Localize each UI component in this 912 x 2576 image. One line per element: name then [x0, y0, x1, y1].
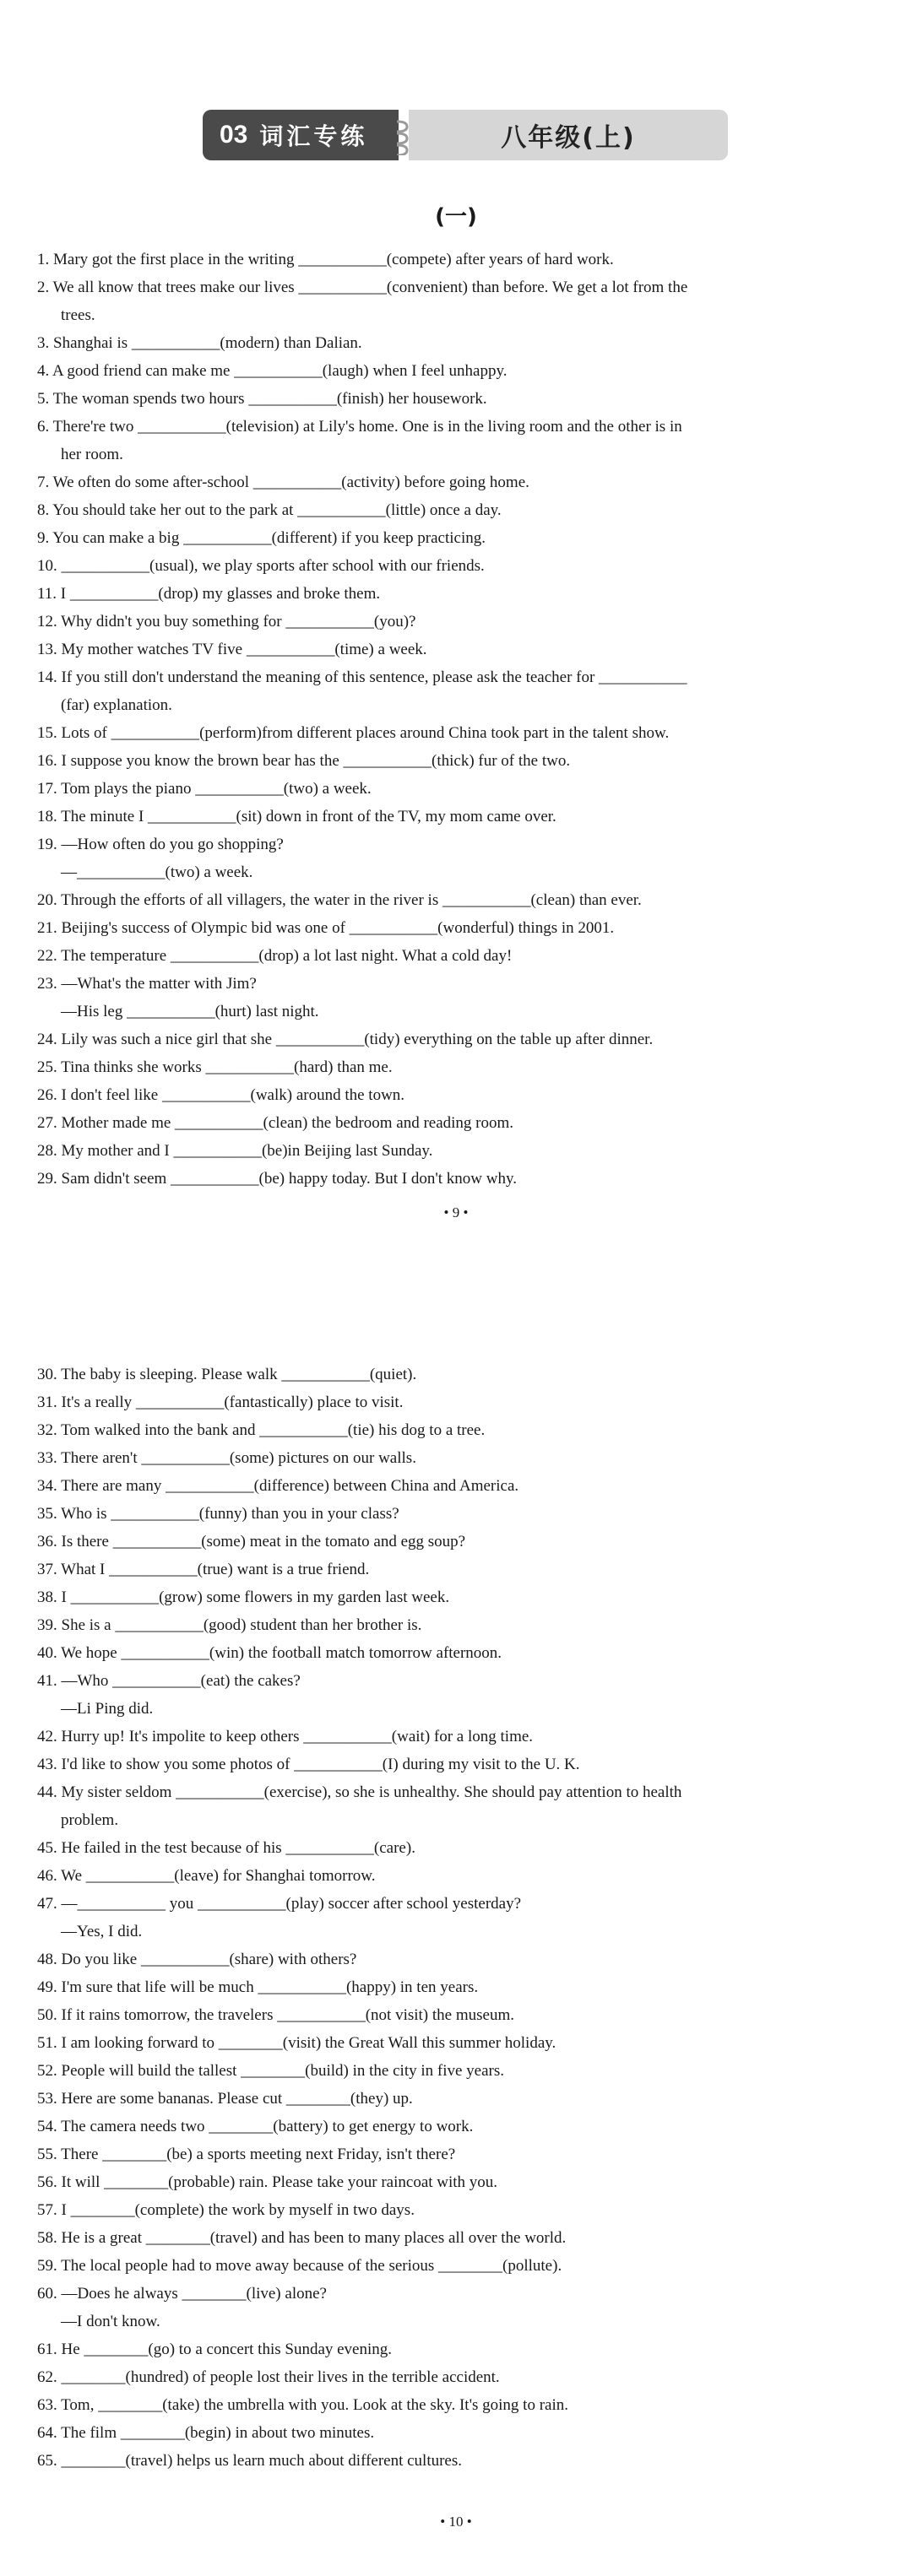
- exercise-item: 54. The camera needs two ________(battery) to get energy to work.: [37, 2118, 474, 2135]
- exercise-item: 53. Here are some bananas. Please cut ________(they) up.: [37, 2090, 413, 2108]
- exercise-item: 10. ___________(usual), we play sports after school with our friends.: [37, 557, 485, 575]
- exercise-item: 7. We often do some after-school ___________(activity) before going home.: [37, 474, 529, 491]
- dialogue-reply: —I don't know.: [61, 2313, 160, 2330]
- exercise-item: 22. The temperature ___________(drop) a lot last night. What a cold day!: [37, 947, 513, 965]
- page-number: • 9 •: [443, 1204, 469, 1220]
- exercise-item: 16. I suppose you know the brown bear has the ___________(thick) fur of the two.: [37, 752, 571, 770]
- exercise-item: 63. Tom, ________(take) the umbrella with you. Look at the sky. It's going to rain.: [37, 2396, 568, 2414]
- dialogue-reply: —___________(two) a week.: [61, 863, 253, 881]
- exercise-item: 56. It will ________(probable) rain. Please take your raincoat with you.: [37, 2173, 498, 2191]
- exercise-item: 6. There're two ___________(television) at Lily's home. One is in the living room and the other is in: [37, 418, 682, 436]
- exercise-item: 31. It's a really ___________(fantastically) place to visit.: [37, 1394, 404, 1411]
- dialogue-reply: —His leg ___________(hurt) last night.: [61, 1003, 319, 1020]
- exercise-item: 62. ________(hundred) of people lost their lives in the terrible accident.: [37, 2368, 500, 2386]
- exercise-item: 55. There ________(be) a sports meeting next Friday, isn't there?: [37, 2146, 456, 2163]
- page-9-exercises: [37, 246, 882, 1193]
- page-number: • 10 •: [440, 2514, 472, 2530]
- exercise-item: 38. I ___________(grow) some flowers in my garden last week.: [37, 1588, 450, 1606]
- exercise-item: 64. The film ________(begin) in about two minutes.: [37, 2424, 375, 2442]
- exercise-item: 12. Why didn't you buy something for ___________(you)?: [37, 613, 416, 630]
- exercise-item: 44. My sister seldom ___________(exercise), so she is unhealthy. She should pay attention to health: [37, 1783, 682, 1801]
- exercise-item: 28. My mother and I ___________(be)in Beijing last Sunday.: [37, 1142, 433, 1160]
- exercise-item: 41. —Who ___________(eat) the cakes?: [37, 1672, 301, 1690]
- exercise-item: 58. He is a great ________(travel) and has been to many places all over the world.: [37, 2229, 567, 2247]
- exercise-item: 52. People will build the tallest ________(build) in the city in five years.: [37, 2062, 505, 2080]
- exercise-item: 11. I ___________(drop) my glasses and broke them.: [37, 585, 381, 603]
- section-header: [203, 108, 728, 162]
- exercise-item: 26. I don't feel like ___________(walk) around the town.: [37, 1086, 405, 1104]
- exercise-item: 27. Mother made me ___________(clean) the bedroom and reading room.: [37, 1114, 514, 1132]
- exercise-continuation: (far) explanation.: [61, 696, 172, 714]
- exercise-item: 25. Tina thinks she works ___________(hard) than me.: [37, 1058, 393, 1076]
- exercise-item: 19. —How often do you go shopping?: [37, 836, 284, 853]
- header-right-panel: [409, 110, 728, 160]
- exercise-item: 45. He failed in the test because of his ___________(care).: [37, 1839, 415, 1857]
- exercise-item: 17. Tom plays the piano ___________(two) a week.: [37, 780, 372, 798]
- exercise-item: 24. Lily was such a nice girl that she ___________(tidy) everything on the table up after dinner.: [37, 1031, 654, 1048]
- section-title-label: 词汇专练: [259, 122, 368, 150]
- exercise-item: 35. Who is ___________(funny) than you in your class?: [37, 1505, 399, 1523]
- exercise-item: 8. You should take her out to the park at ___________(little) once a day.: [37, 501, 502, 519]
- exercise-item: 49. I'm sure that life will be much ___________(happy) in ten years.: [37, 1978, 479, 1996]
- exercise-item: 42. Hurry up! It's impolite to keep others ___________(wait) for a long time.: [37, 1728, 534, 1745]
- exercise-item: 20. Through the efforts of all villagers, the water in the river is ___________(clean) than ever.: [37, 891, 642, 909]
- grade-label: 八年级(上): [501, 123, 636, 153]
- exercise-item: 36. Is there ___________(some) meat in the tomato and egg soup?: [37, 1533, 466, 1550]
- exercise-item: 46. We ___________(leave) for Shanghai tomorrow.: [37, 1867, 376, 1885]
- exercise-item: 9. You can make a big ___________(different) if you keep practicing.: [37, 529, 486, 547]
- dialogue-reply: —Yes, I did.: [61, 1923, 143, 1940]
- section-number: 03: [220, 121, 248, 149]
- exercise-item: 60. —Does he always ________(live) alone?: [37, 2285, 327, 2303]
- exercise-item: 59. The local people had to move away because of the serious ________(pollute).: [37, 2257, 562, 2275]
- exercise-item: 18. The minute I ___________(sit) down in front of the TV, my mom came over.: [37, 808, 556, 825]
- exercise-item: 57. I ________(complete) the work by myself in two days.: [37, 2201, 415, 2219]
- exercise-item: 61. He ________(go) to a concert this Sunday evening.: [37, 2341, 393, 2358]
- exercise-item: 1. Mary got the first place in the writing ___________(compete) after years of hard work.: [37, 251, 614, 268]
- exercise-item: 32. Tom walked into the bank and ___________(tie) his dog to a tree.: [37, 1421, 486, 1439]
- exercise-continuation: her room.: [61, 446, 123, 463]
- dialogue-reply: —Li Ping did.: [61, 1700, 154, 1718]
- exercise-item: 47. —___________ you ___________(play) soccer after school yesterday?: [37, 1895, 522, 1913]
- exercise-item: 39. She is a ___________(good) student than her brother is.: [37, 1616, 422, 1634]
- exercise-item: 3. Shanghai is ___________(modern) than Dalian.: [37, 334, 362, 352]
- exercise-item: 33. There aren't ___________(some) pictures on our walls.: [37, 1449, 416, 1467]
- exercise-item: 5. The woman spends two hours ___________(finish) her housework.: [37, 390, 487, 408]
- exercise-item: 15. Lots of ___________(perform)from different places around China took part in the talent show.: [37, 724, 670, 742]
- exercise-item: 40. We hope ___________(win) the football match tomorrow afternoon.: [37, 1644, 502, 1662]
- exercise-item: 48. Do you like ___________(share) with others?: [37, 1951, 357, 1968]
- exercise-item: 34. There are many ___________(difference) between China and America.: [37, 1477, 519, 1495]
- exercise-item: 13. My mother watches TV five ___________(time) a week.: [37, 641, 427, 658]
- exercise-item: 14. If you still don't understand the meaning of this sentence, please ask the teacher for ___________: [37, 668, 687, 686]
- header-left-panel: [203, 110, 399, 160]
- exercise-item: 65. ________(travel) helps us learn much about different cultures.: [37, 2452, 463, 2470]
- exercise-item: 23. —What's the matter with Jim?: [37, 975, 257, 993]
- exercise-item: 4. A good friend can make me ___________(laugh) when I feel unhappy.: [37, 362, 508, 380]
- exercise-item: 30. The baby is sleeping. Please walk ___________(quiet).: [37, 1366, 417, 1383]
- exercise-continuation: problem.: [61, 1811, 119, 1829]
- exercise-item: 50. If it rains tomorrow, the travelers ___________(not visit) the museum.: [37, 2006, 514, 2024]
- exercise-section-title: (一): [435, 204, 477, 230]
- exercise-item: 37. What I ___________(true) want is a true friend.: [37, 1561, 370, 1578]
- exercise-item: 43. I'd like to show you some photos of ___________(I) during my visit to the U. K.: [37, 1756, 580, 1773]
- exercise-item: 2. We all know that trees make our lives ___________(convenient) than before. We get a lot from the: [37, 279, 688, 296]
- exercise-item: 29. Sam didn't seem ___________(be) happy today. But I don't know why.: [37, 1170, 517, 1188]
- page-10-exercises: [37, 1361, 882, 2475]
- exercise-continuation: trees.: [61, 306, 95, 324]
- exercise-item: 51. I am looking forward to ________(visit) the Great Wall this summer holiday.: [37, 2034, 556, 2052]
- exercise-item: 21. Beijing's success of Olympic bid was one of ___________(wonderful) things in 2001.: [37, 919, 615, 937]
